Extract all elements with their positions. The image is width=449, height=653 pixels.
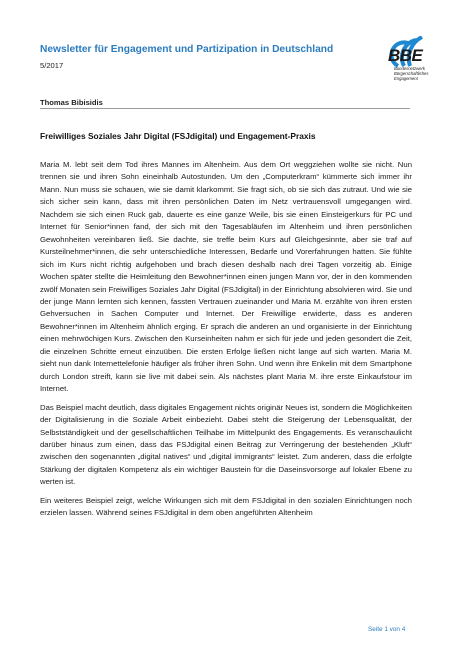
paragraph-2: Das Beispiel macht deutlich, dass digitales Engagement nichts originär Neues ist, sondern die Möglichkeiten der Digitalisierung in die Soziale Arbeit einbezieht. Dabei steht die Steigerung der Lebensqualität, der Selbstständigkeit und der gesellschaftlichen Teilhabe im Mittelpunkt des Engagements. Es veranschaulicht darüber hinaus zum einen, dass das FSJdigital einen Beitrag zur Verringerung der bestehenden „Kluft“ zwischen den sogenannten „digital natives“ und „digital immigrants“ leistet. Zum anderen, dass die erfolgte Stärkung der digitalen Kompetenz als ein wichtiger Baustein für die Daseinsvorsorge auf lokaler Ebene zu werten ist. [40,402,412,487]
paragraph-1: Maria M. lebt seit dem Tod ihres Mannes im Altenheim. Aus dem Ort weggziehen wollte sie nicht. Nun trennen sie und ihren Sohn eineinhalb Autostunden. Um den „Computerkram“ kümmerte sich immer ihr Mann. Nun muss sie schauen, wie sie damit klarkommt. Sie fragt sich, ob sie sich das zutraut. Und wie sie sich sicher sein kann, dass mit ihren persönlichen Daten im Netz vertrauensvoll umgegangen wird. Nachdem sie sich einen Ruck gab, dauerte es eine ganze Weile, bis sie einen Einsteigerkurs für PC und Internet für Senior*innen fand, der sich mit den Tagesabläufen im Altenheim und ihren persönlichen Gewohnheiten vereinbaren ließ. Sie dachte, sie treffe beim Kurs auf Gleichgesinnte, aber sie traf auf Kursteilnehmer*innen, die sehr unterschiedliche Interessen, Bedarfe und Vorerfahrungen hatten. Sie fühlte sich im Kurs nicht richtig aufgehoben und brach diesen deshalb nach drei Tagen vorzeitig ab. Einige Wochen später stellte die Heimleitung den Bewohner*innen einen jungen Mann vor, der in den kommenden zwölf Monaten sein Freiwilliges Soziales Jahr Digital (FSJdigital) in der Einrichtung absolvieren wird. Sie und der junge Mann lernten sich kennen, fassten Vertrauen zueinander und Maria M. erzählte von ihren ersten Gehversuchen in Sachen Computer und Internet. Der Freiwillige erwiderte, dass es anderen Bewohner*innen im Altenheim ähnlich erging. Er sprach die anderen an und organisierte in der Einrichtung einen mehrwöchigen Kurs. Zwischen den Kurseinheiten nahm er sich für jede und jeden gesondert die Zeit, die einzelnen Schritte erneut einzuüben. Die ersten Erfolge ließen nicht lange auf sich warten. Maria M. sieht nun dank Internettelefonie häufiger als früher ihren Sohn. Und wenn ihre Enkelin mit dem Smartphone durch London streift, kann sie live mit dabei sein. Als nächstes plant Maria M. ihre erste Einkaufstour im Internet. [40,160,412,394]
bbe-logo [382,36,432,96]
newsletter-title: Newsletter für Engagement und Partizipation in Deutschland [40,44,334,55]
issue-number: 5/2017 [40,61,64,70]
author-name: Thomas Bibisidis [40,98,103,107]
article-body [40,159,412,526]
page-number: Seite 1 von 4 [368,626,406,633]
header-divider [40,108,410,109]
paragraph-3: Ein weiteres Beispiel zeigt, welche Wirkungen sich mit dem FSJdigital in den sozialen Einrichtungen noch erzielen lassen. Während seines FSJdigital in dem oben angeführten Altenheim [40,495,412,518]
logo-subtitle: Bundesnetzwerk Bürgerschaftliches Engagement [394,66,429,81]
logo-text: BBE [388,46,423,65]
article-title: Freiwilliges Soziales Jahr Digital (FSJdigital) und Engagement-Praxis [40,131,316,141]
